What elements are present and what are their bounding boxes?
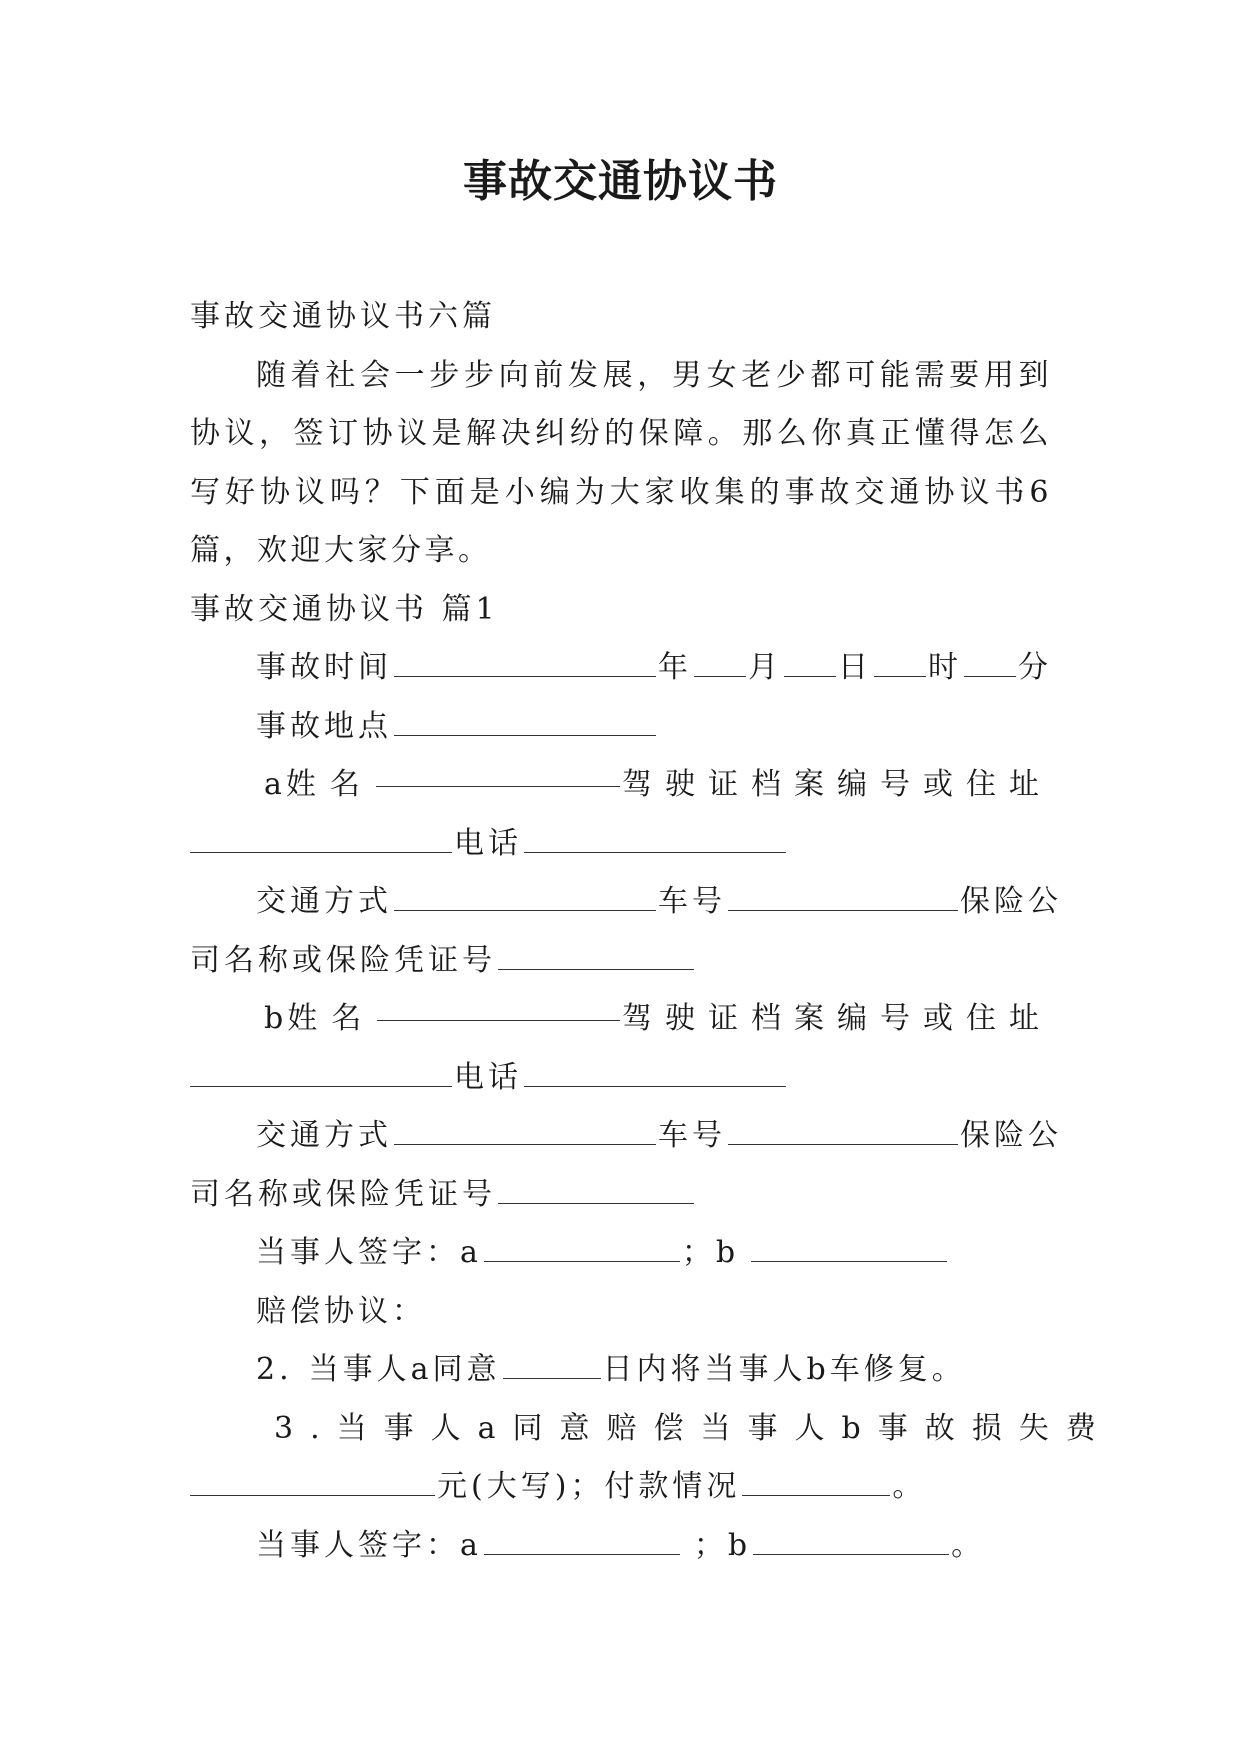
signature-b-blank-2 [753, 1524, 949, 1555]
intro-paragraph: 随着社会一步步向前发展，男女老少都可能需要用到协议，签订协议是解决纠纷的保障。那么你真正懂得怎么写好协议吗？下面是小编为大家收集的事故交通协议书6篇，欢迎大家分享。 [190, 357, 1052, 568]
section-heading: 事故交通协议书 篇1 [190, 591, 499, 627]
day-blank [784, 646, 836, 677]
party-b-plate-label: 车号 [658, 1118, 726, 1153]
time-blank [394, 646, 656, 677]
doc-heading: 事故交通协议书六篇 [190, 299, 496, 334]
party-a-insurance-row [190, 932, 1052, 991]
party-a-phone-label: 电话 [454, 825, 522, 861]
signature-label: 当事人签字：a [256, 1235, 482, 1270]
month-label: 月 [748, 650, 782, 685]
party-b-transport-label: 交通方式 [256, 1118, 392, 1153]
party-a-prefix: a [264, 767, 286, 802]
party-a-plate-blank [728, 880, 958, 911]
party-a-name-row [190, 756, 1052, 815]
party-b-name-row [190, 990, 1052, 1049]
minute-label: 分 [1018, 650, 1052, 685]
accident-place-label: 事故地点 [256, 708, 392, 744]
compensation-item-3 [190, 1400, 1113, 1459]
accident-place-row [190, 698, 1052, 757]
compensation-label: 赔偿协议： [256, 1293, 426, 1329]
party-a-transport-blank [394, 880, 656, 911]
item3-cont-1: 元(大写)；付款情况 [437, 1469, 741, 1504]
signature-end: 。 [951, 1527, 986, 1563]
item2-text-1: 当事人a同意 [308, 1352, 501, 1387]
minute-blank [964, 646, 1016, 677]
item3-payment-blank [742, 1465, 890, 1496]
party-b-license-blank [190, 1056, 452, 1087]
party-a-phone-row [190, 815, 1052, 874]
signature-a-blank-2 [484, 1524, 680, 1555]
item3-cont-2: 。 [892, 1469, 927, 1504]
party-a-license-label: 驾驶证档案编号或住址 [622, 767, 1052, 802]
item2-prefix: 2. [256, 1352, 293, 1387]
party-b-phone-row [190, 1049, 1052, 1108]
signature-b-label-2: b [727, 1527, 752, 1563]
party-b-license-label: 驾驶证档案编号或住址 [622, 1001, 1052, 1036]
party-b-plate-blank [728, 1114, 958, 1145]
signature-b-label: b [715, 1235, 740, 1270]
party-b-insurance-label-2: 司名称或保险凭证号 [190, 1176, 496, 1212]
signature-row-2 [190, 1517, 1052, 1576]
party-a-phone-blank [524, 822, 786, 853]
item3-text: 3.当事人a同意赔偿当事人b事故损失费 [274, 1410, 1113, 1446]
signature-row-1 [190, 1224, 1052, 1283]
compensation-item-3-cont [190, 1458, 1052, 1517]
item2-days-blank [503, 1348, 601, 1379]
party-b-insurance-label: 保险公 [960, 1118, 1062, 1153]
party-a-insurance-label-2: 司名称或保险凭证号 [190, 942, 496, 978]
hour-blank [874, 646, 926, 677]
signature-separator: ； [681, 1235, 716, 1270]
party-a-plate-label: 车号 [658, 884, 726, 919]
hour-label: 时 [928, 650, 962, 685]
day-label: 日 [838, 650, 872, 685]
party-a-insurance-blank [498, 939, 694, 970]
party-a-license-blank [190, 822, 452, 853]
item2-text-2: 日内将当事人b车修复。 [602, 1352, 966, 1387]
party-a-name-blank [376, 756, 620, 787]
party-a-name-label: 姓名 [285, 767, 374, 802]
party-b-phone-blank [524, 1056, 786, 1087]
party-b-transport-row [190, 1107, 1062, 1166]
accident-time-label: 事故时间 [256, 650, 392, 685]
party-a-insurance-label: 保险公 [960, 884, 1062, 919]
party-b-prefix: b [264, 1001, 288, 1036]
page-title: 事故交通协议书 [463, 156, 778, 207]
place-blank [394, 705, 656, 736]
party-a-transport-row [190, 873, 1062, 932]
compensation-item-2 [190, 1341, 1052, 1400]
signature-b-blank [751, 1231, 947, 1262]
party-b-name-label: 姓名 [287, 1001, 376, 1036]
item3-amount-blank [190, 1465, 435, 1496]
signature-a-blank [484, 1231, 680, 1262]
party-b-transport-blank [394, 1114, 656, 1145]
party-b-name-blank [377, 990, 620, 1021]
month-blank [694, 646, 746, 677]
document-body [190, 288, 1113, 1575]
party-b-insurance-row [190, 1166, 1052, 1225]
signature-separator-2: ； [693, 1527, 728, 1563]
year-label: 年 [658, 650, 692, 685]
party-b-insurance-blank [498, 1173, 694, 1204]
party-b-phone-label: 电话 [454, 1059, 522, 1095]
accident-time-row [190, 639, 1052, 698]
party-a-transport-label: 交通方式 [256, 884, 392, 919]
signature-label-2: 当事人签字：a [256, 1527, 482, 1563]
